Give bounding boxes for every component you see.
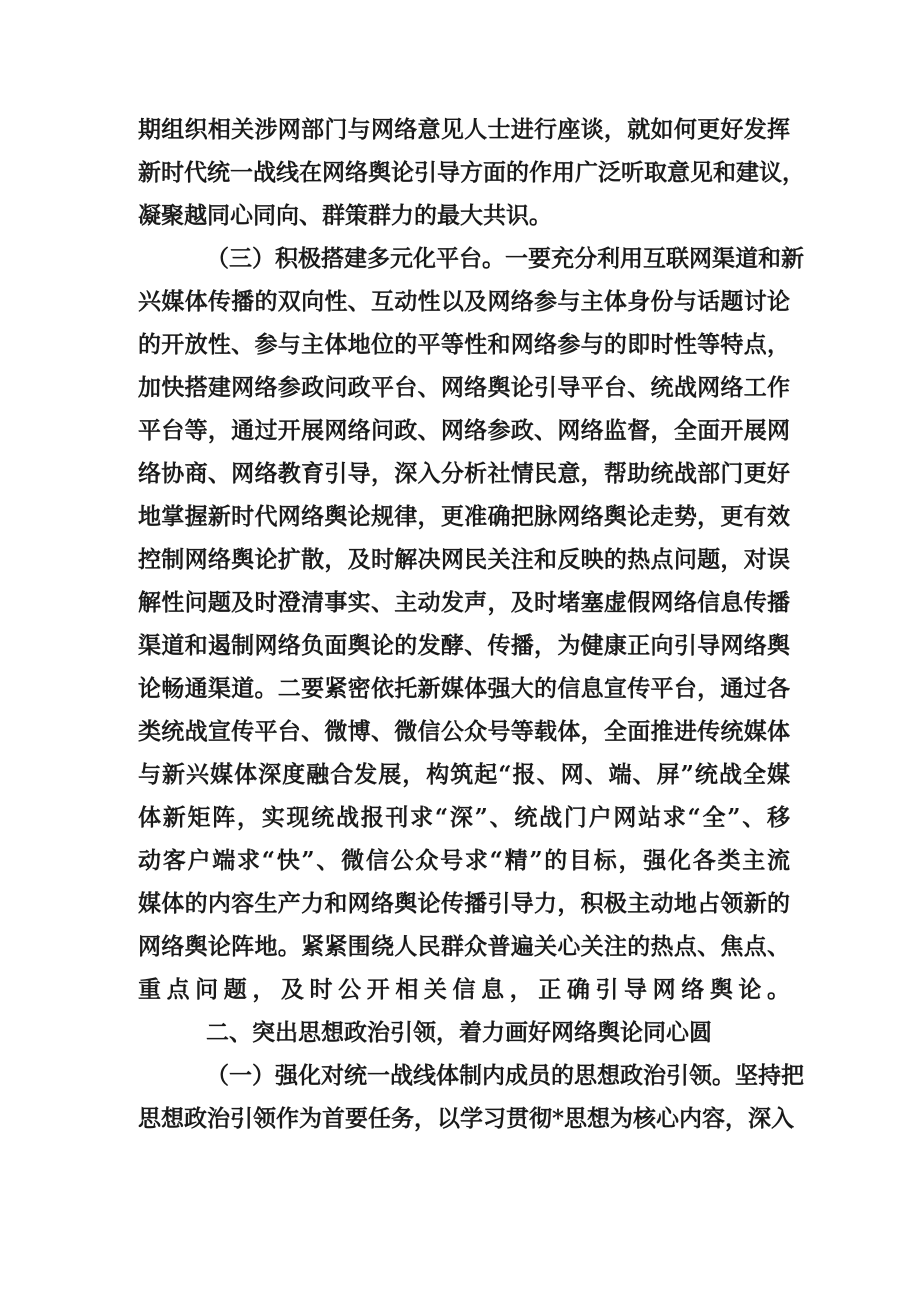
text-line: 兴媒体传播的双向性、互动性以及网络参与主体身份与话题讨论 xyxy=(138,288,790,315)
text-line: 网络舆论阵地。紧紧围绕人民群众普遍关心关注的热点、焦点、 xyxy=(138,933,790,960)
text-line: 期组织相关涉网部门与网络意见人士进行座谈，就如何更好发挥 xyxy=(138,116,790,143)
text-line: 新时代统一战线在网络舆论引导方面的作用广泛听取意见和建议， xyxy=(138,159,805,186)
text-line: 平台等，通过开展网络问政、网络参政、网络监督，全面开展网 xyxy=(138,417,790,444)
text-line: 加快搭建网络参政问政平台、网络舆论引导平台、统战网络工作 xyxy=(138,374,790,401)
text-line: 动客户端求“快”、微信公众号求“精”的目标，强化各类主流 xyxy=(138,847,790,874)
text-line: 重点问题，及时公开相关信息，正确引导网络舆论。 xyxy=(138,976,790,1003)
text-line: 类统战宣传平台、微博、微信公众号等载体，全面推进传统媒体 xyxy=(138,718,790,745)
section-heading: 二、突出思想政治引领，着力画好网络舆论同心圆 xyxy=(206,1019,712,1046)
text-line: 论畅通渠道。二要紧密依托新媒体强大的信息宣传平台，通过各 xyxy=(138,675,790,702)
text-line: 思想政治引领作为首要任务，以学习贯彻*思想为核心内容，深入 xyxy=(138,1105,795,1132)
text-line: 解性问题及时澄清事实、主动发声，及时堵塞虚假网络信息传播 xyxy=(138,589,790,616)
text-line: 体新矩阵，实现统战报刊求“深”、统战门户网站求“全”、移 xyxy=(138,804,790,831)
body-text xyxy=(138,108,805,1140)
text-line: 凝聚越同心同向、群策群力的最大共识。 xyxy=(138,202,552,229)
text-line: （三）积极搭建多元化平台。一要充分利用互联网渠道和新 xyxy=(206,245,804,272)
text-line: 渠道和遏制网络负面舆论的发酵、传播，为健康正向引导网络舆 xyxy=(138,632,790,659)
text-line: 控制网络舆论扩散，及时解决网民关注和反映的热点问题，对误 xyxy=(138,546,790,573)
text-line: 地掌握新时代网络舆论规律，更准确把脉网络舆论走势，更有效 xyxy=(138,503,790,530)
text-line: （一）强化对统一战线体制内成员的思想政治引领。坚持把 xyxy=(206,1062,804,1089)
text-line: 络协商、网络教育引导，深入分析社情民意，帮助统战部门更好 xyxy=(138,460,790,487)
text-line: 与新兴媒体深度融合发展，构筑起“报、网、端、屏”统战全媒 xyxy=(138,761,790,788)
text-line: 的开放性、参与主体地位的平等性和网络参与的即时性等特点， xyxy=(138,331,790,358)
text-line: 媒体的内容生产力和网络舆论传播引导力，积极主动地占领新的 xyxy=(138,890,790,917)
